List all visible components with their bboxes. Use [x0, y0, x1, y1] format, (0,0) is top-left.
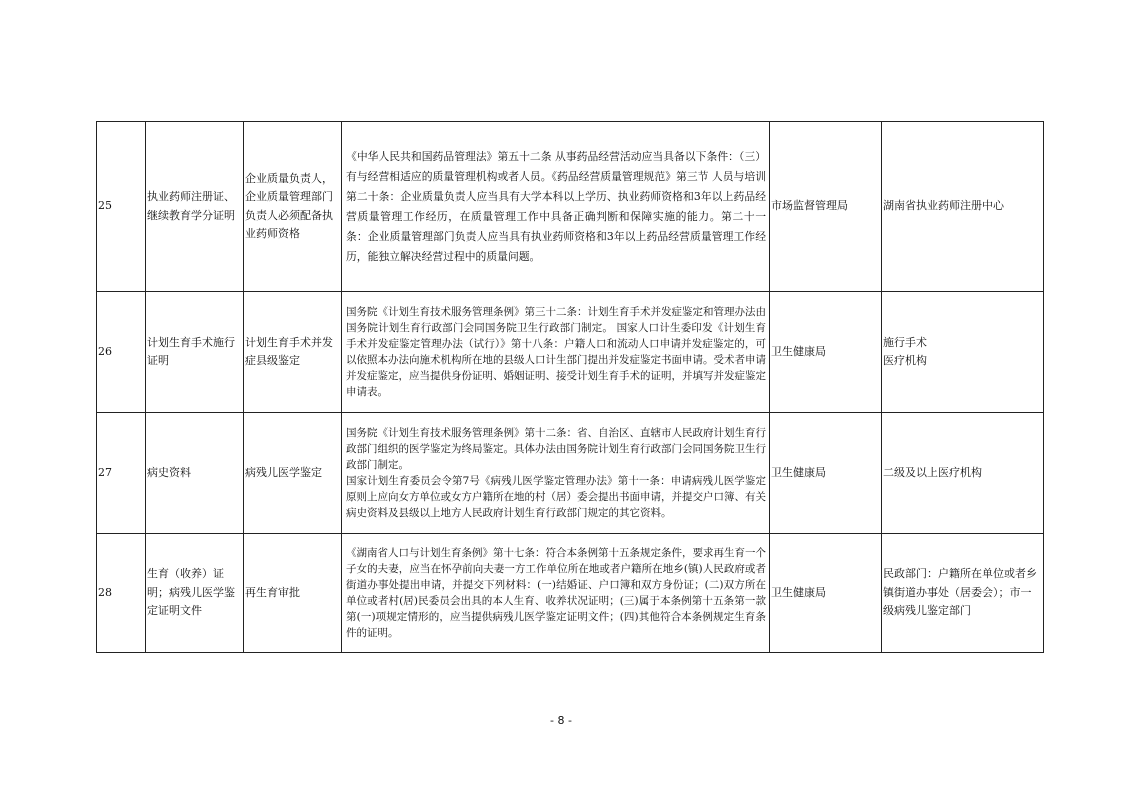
- responsible-department: 市场监督管理局: [770, 122, 882, 292]
- issuing-authority: 民政部门：户籍所在单位或者乡镇街道办事处（居委会）；市一级病残儿鉴定部门: [882, 534, 1044, 653]
- certificate-requirements-table: [96, 121, 1044, 653]
- certificate-name: 生育（收养）证明；病残儿医学鉴定证明文件: [146, 534, 244, 653]
- legal-basis-paragraph: 国家计划生育委员会令第7号《病残儿医学鉴定管理办法》第十一条：申请病残儿医学鉴定原则上应向女方单位或女方户籍所在地的村（居）委会提出书面申请，并提交户口簿、有关病史资料及县级以上地方人民政府计划生育行政部门规定的其它资料。: [346, 475, 766, 519]
- legal-basis: [342, 413, 770, 534]
- certificate-name: 执业药师注册证、继续教育学分证明: [146, 122, 244, 292]
- table-row: [97, 122, 1044, 292]
- legal-basis-paragraph: 国务院《计划生育技术服务管理条例》第十二条：省、自治区、直辖市人民政府计划生育行政部门组织的医学鉴定为终局鉴定。具体办法由国务院计划生育行政部门会同国务院卫生行政部门制定。: [346, 427, 766, 471]
- legal-basis: 《湖南省人口与计划生育条例》第十七条：符合本条例第十五条规定条件，要求再生育一个子女的夫妻，应当在怀孕前向夫妻一方工作单位所在地或者户籍所在地乡(镇)人民政府或者街道办事处提出申请，并提交下列材料：(一)结婚证、户口簿和双方身份证；(二)双方所在单位或者村(居)民委员会出具的本人生育、收养状况证明；(三)属于本条例第十五条第一款第(一)项规定情形的，应当提供病残儿医学鉴定证明文件；(四)其他符合本条例规定生育条件的证明。: [342, 534, 770, 653]
- responsible-department: 卫生健康局: [770, 292, 882, 413]
- issuing-authority: 湖南省执业药师注册中心: [882, 122, 1044, 292]
- table-row: [97, 292, 1044, 413]
- row-number: 28: [97, 534, 146, 653]
- issuing-authority: [882, 292, 1044, 413]
- certificate-name: 病史资料: [146, 413, 244, 534]
- requirement-reason: 企业质量负责人，企业质量管理部门负责人必须配备执业药师资格: [244, 122, 342, 292]
- requirement-reason: 再生育审批: [244, 534, 342, 653]
- certificate-name: 计划生育手术施行证明: [146, 292, 244, 413]
- table-row: [97, 534, 1044, 653]
- responsible-department: 卫生健康局: [770, 534, 882, 653]
- legal-basis: 《中华人民共和国药品管理法》第五十二条 从事药品经营活动应当具备以下条件：（三）有与经营相适应的质量管理机构或者人员。《药品经营质量管理规范》第三节 人员与培训 第二十条：企业质量负责人应当具有大学本科以上学历、执业药师资格和3年以上药品经营质量管理工作经历，在质量管理工作中具备正确判断和保障实施的能力。第二十一条：企业质量管理部门负责人应当具有执业药师资格和3年以上药品经营质量管理工作经历，能独立解决经营过程中的质量问题。: [342, 122, 770, 292]
- row-number: 26: [97, 292, 146, 413]
- row-number: 25: [97, 122, 146, 292]
- table-row: [97, 413, 1044, 534]
- issuing-authority: 二级及以上医疗机构: [882, 413, 1044, 534]
- row-number: 27: [97, 413, 146, 534]
- legal-basis: 国务院《计划生育技术服务管理条例》第三十二条：计划生育手术并发症鉴定和管理办法由国务院计划生育行政部门会同国务院卫生行政部门制定。 国家人口计生委印发《计划生育手术并发症鉴定管理办法（试行）》第十八条：户籍人口和流动人口申请并发症鉴定的，可以依照本办法向施术机构所在地的县级人口计生部门提出并发症鉴定书面申请。受术者申请并发症鉴定，应当提供身份证明、婚姻证明、接受计划生育手术的证明，并填写并发症鉴定申请表。: [342, 292, 770, 413]
- issuing-authority-line: 施行手术: [883, 335, 927, 349]
- issuing-authority-line: 医疗机构: [883, 354, 927, 367]
- responsible-department: 卫生健康局: [770, 413, 882, 534]
- page-number: - 8 -: [550, 714, 572, 727]
- requirement-reason: 病残儿医学鉴定: [244, 413, 342, 534]
- requirement-reason: 计划生育手术并发症县级鉴定: [244, 292, 342, 413]
